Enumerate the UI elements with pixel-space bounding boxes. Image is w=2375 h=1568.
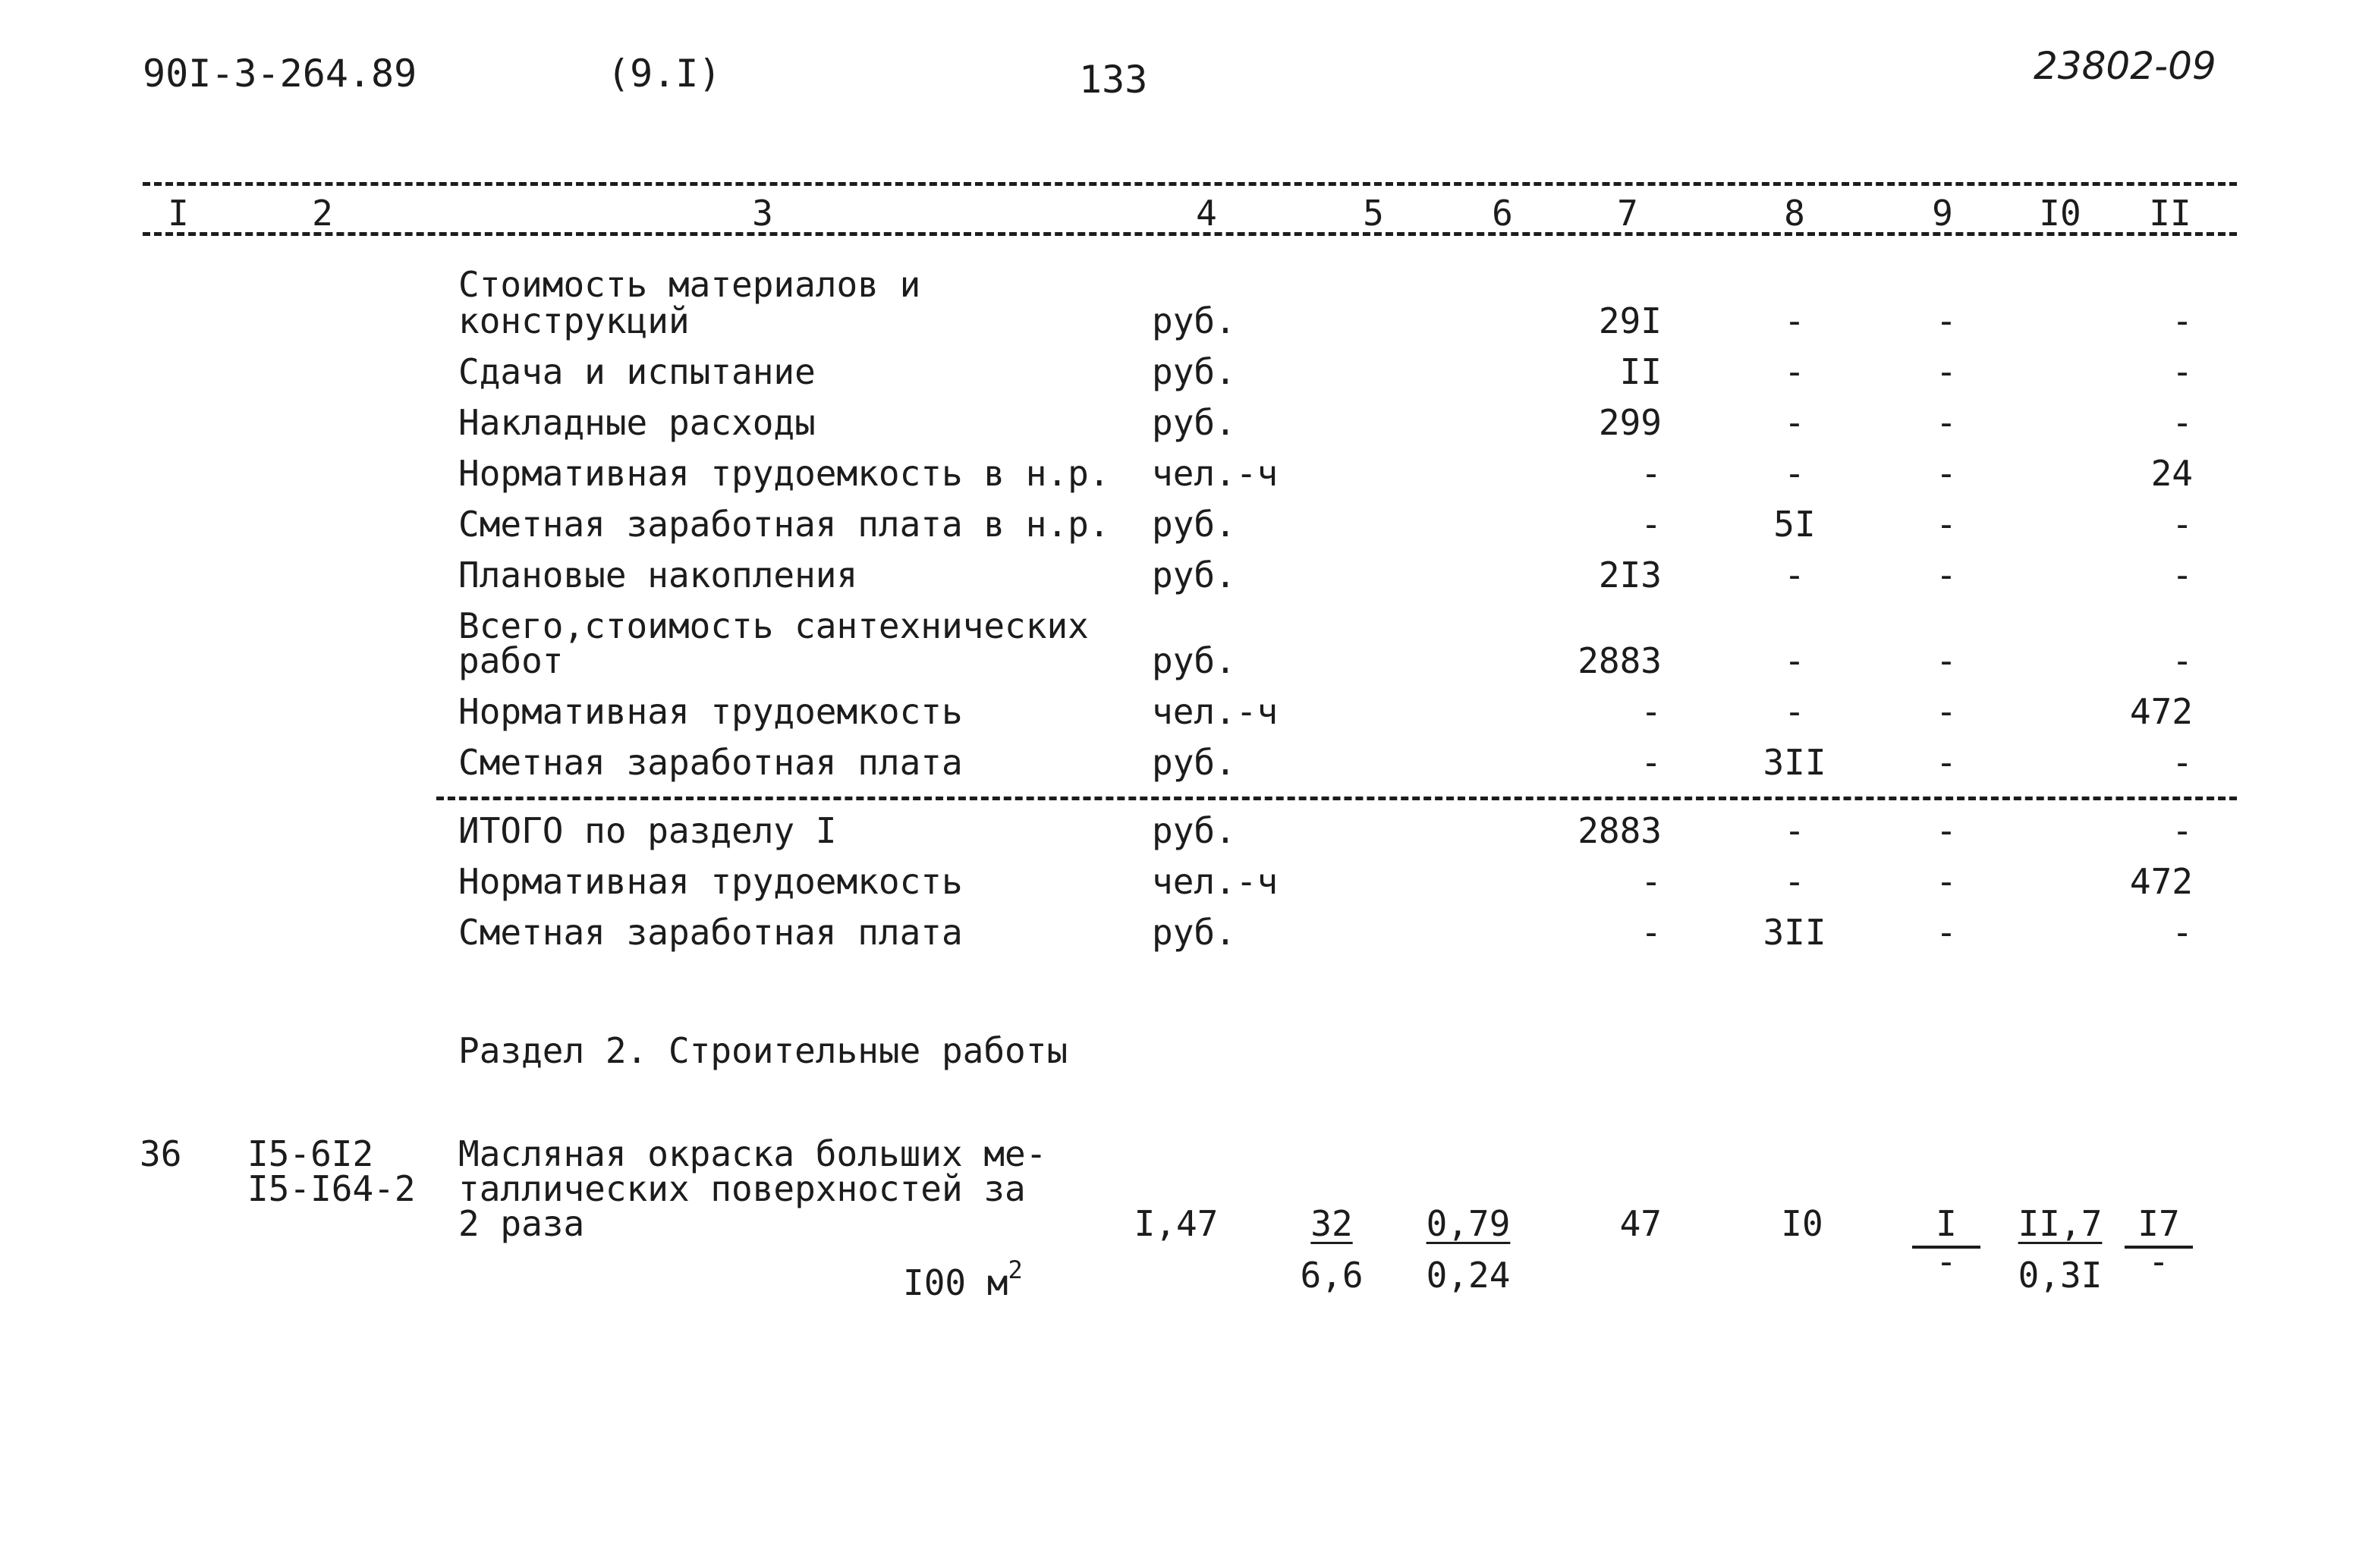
column-header: I	[168, 193, 189, 234]
column-header: 6	[1492, 193, 1513, 234]
column-header: 4	[1196, 193, 1217, 234]
row-name: Нормативная трудоемкость в н.р.	[458, 453, 1110, 494]
column-header: 3	[752, 193, 773, 234]
row-col9: -	[1936, 691, 1957, 732]
totals-col8: -	[1784, 861, 1805, 902]
column-header: 9	[1932, 193, 1953, 234]
row-name: Нормативная трудоемкость	[458, 691, 963, 732]
totals-unit: чел.-ч	[1152, 861, 1279, 902]
row-col11: 472	[2129, 691, 2193, 732]
document-code: 90I-3-264.89	[143, 52, 417, 96]
item-unit-text: I00 м	[903, 1262, 1008, 1303]
row-name: Сметная заработная плата	[458, 742, 963, 783]
row-name: Плановые накопления	[458, 555, 858, 595]
row-col11: -	[2172, 555, 2193, 595]
inventory-number: 23802-09	[2034, 44, 2216, 88]
row-col7: -	[1640, 742, 1662, 783]
column-header: 7	[1617, 193, 1638, 234]
column-header: 5	[1363, 193, 1384, 234]
item-col10-bottom: 0,3I	[2018, 1255, 2103, 1296]
row-name: Всего,стоимость сантехнических	[458, 605, 1089, 646]
totals-unit: руб.	[1152, 912, 1236, 953]
row-col9: -	[1936, 300, 1957, 341]
header-top-rule	[143, 182, 2237, 186]
item-col6-bottom: 0,24	[1426, 1255, 1511, 1296]
item-description: 2 раза	[458, 1203, 585, 1244]
row-col7: 299	[1598, 402, 1662, 443]
row-unit: руб.	[1152, 640, 1236, 681]
row-col9: -	[1936, 351, 1957, 392]
item-quantity: I,47	[1134, 1203, 1219, 1244]
item-col5-top: 32	[1310, 1203, 1353, 1244]
row-col9: -	[1936, 555, 1957, 595]
item-number: 36	[140, 1133, 182, 1174]
row-col7: -	[1640, 453, 1662, 494]
item-col6-top: 0,79	[1426, 1203, 1511, 1244]
row-col9: -	[1936, 453, 1957, 494]
row-col11: -	[2172, 742, 2193, 783]
row-col11: -	[2172, 640, 2193, 681]
row-col9: -	[1936, 640, 1957, 681]
row-name: работ	[458, 640, 564, 681]
row-unit: руб.	[1152, 351, 1236, 392]
item-col9-top: I	[1936, 1203, 1957, 1244]
row-name: Стоимость материалов и	[458, 264, 921, 305]
item-code: I5-6I2	[247, 1133, 374, 1174]
totals-col9: -	[1936, 912, 1957, 953]
item-col7: 47	[1619, 1203, 1662, 1244]
row-col8: -	[1784, 453, 1805, 494]
row-col7: -	[1640, 691, 1662, 732]
column-header: I0	[2039, 193, 2081, 234]
row-col8: 5I	[1773, 504, 1816, 545]
row-col7: 29I	[1598, 300, 1662, 341]
row-col11: -	[2172, 351, 2193, 392]
totals-col9: -	[1936, 861, 1957, 902]
row-unit: чел.-ч	[1152, 691, 1279, 732]
row-col11: -	[2172, 402, 2193, 443]
row-col11: -	[2172, 300, 2193, 341]
totals-col11: -	[2172, 912, 2193, 953]
row-col11: -	[2172, 504, 2193, 545]
column-header: 8	[1784, 193, 1805, 234]
totals-name: Нормативная трудоемкость	[458, 861, 963, 902]
row-col9: -	[1936, 402, 1957, 443]
item-col11-bottom: -	[2148, 1241, 2169, 1282]
row-name: Сдача и испытание	[458, 351, 816, 392]
row-name: Накладные расходы	[458, 402, 816, 443]
column-header: II	[2149, 193, 2191, 234]
item-unit	[903, 1255, 1023, 1303]
totals-separator	[436, 797, 2237, 800]
item-col9-bottom: -	[1936, 1241, 1957, 1282]
row-unit: руб.	[1152, 555, 1236, 595]
row-col8: -	[1784, 402, 1805, 443]
row-unit: руб.	[1152, 742, 1236, 783]
row-name: конструкций	[458, 300, 690, 341]
item-description: Масляная окраска больших ме-	[458, 1133, 1047, 1174]
item-unit-superscript: 2	[1008, 1255, 1023, 1284]
totals-col7: 2883	[1578, 810, 1662, 851]
row-col8: -	[1784, 351, 1805, 392]
totals-col8: 3II	[1763, 912, 1826, 953]
totals-name: ИТОГО по разделу I	[458, 810, 837, 851]
item-code: I5-I64-2	[247, 1168, 416, 1209]
row-col7: -	[1640, 504, 1662, 545]
row-col8: -	[1784, 640, 1805, 681]
section2-heading: Раздел 2. Строительные работы	[458, 1030, 1068, 1071]
page-number: 133	[1079, 58, 1148, 102]
row-unit: руб.	[1152, 504, 1236, 545]
section-code: (9.I)	[607, 52, 722, 96]
totals-unit: руб.	[1152, 810, 1236, 851]
item-description: таллических поверхностей за	[458, 1168, 1026, 1209]
item-col11-top: I7	[2138, 1203, 2180, 1244]
item-col5-bottom: 6,6	[1300, 1255, 1364, 1296]
column-header: 2	[312, 193, 333, 234]
totals-col7: -	[1640, 912, 1662, 953]
row-unit: чел.-ч	[1152, 453, 1279, 494]
row-col11: 24	[2150, 453, 2193, 494]
header-bottom-rule	[143, 232, 2237, 236]
totals-col11: -	[2172, 810, 2193, 851]
row-col7: 2883	[1578, 640, 1662, 681]
row-name: Сметная заработная плата в н.р.	[458, 504, 1110, 545]
row-col8: 3II	[1763, 742, 1826, 783]
totals-col11: 472	[2129, 861, 2193, 902]
item-col8: I0	[1781, 1203, 1823, 1244]
row-col8: -	[1784, 691, 1805, 732]
row-col7: II	[1619, 351, 1662, 392]
row-col9: -	[1936, 504, 1957, 545]
totals-col7: -	[1640, 861, 1662, 902]
totals-name: Сметная заработная плата	[458, 912, 963, 953]
totals-col8: -	[1784, 810, 1805, 851]
row-col9: -	[1936, 742, 1957, 783]
row-unit: руб.	[1152, 300, 1236, 341]
row-unit: руб.	[1152, 402, 1236, 443]
row-col8: -	[1784, 300, 1805, 341]
row-col7: 2I3	[1598, 555, 1662, 595]
row-col8: -	[1784, 555, 1805, 595]
totals-col9: -	[1936, 810, 1957, 851]
item-col10-top: II,7	[2018, 1203, 2103, 1244]
